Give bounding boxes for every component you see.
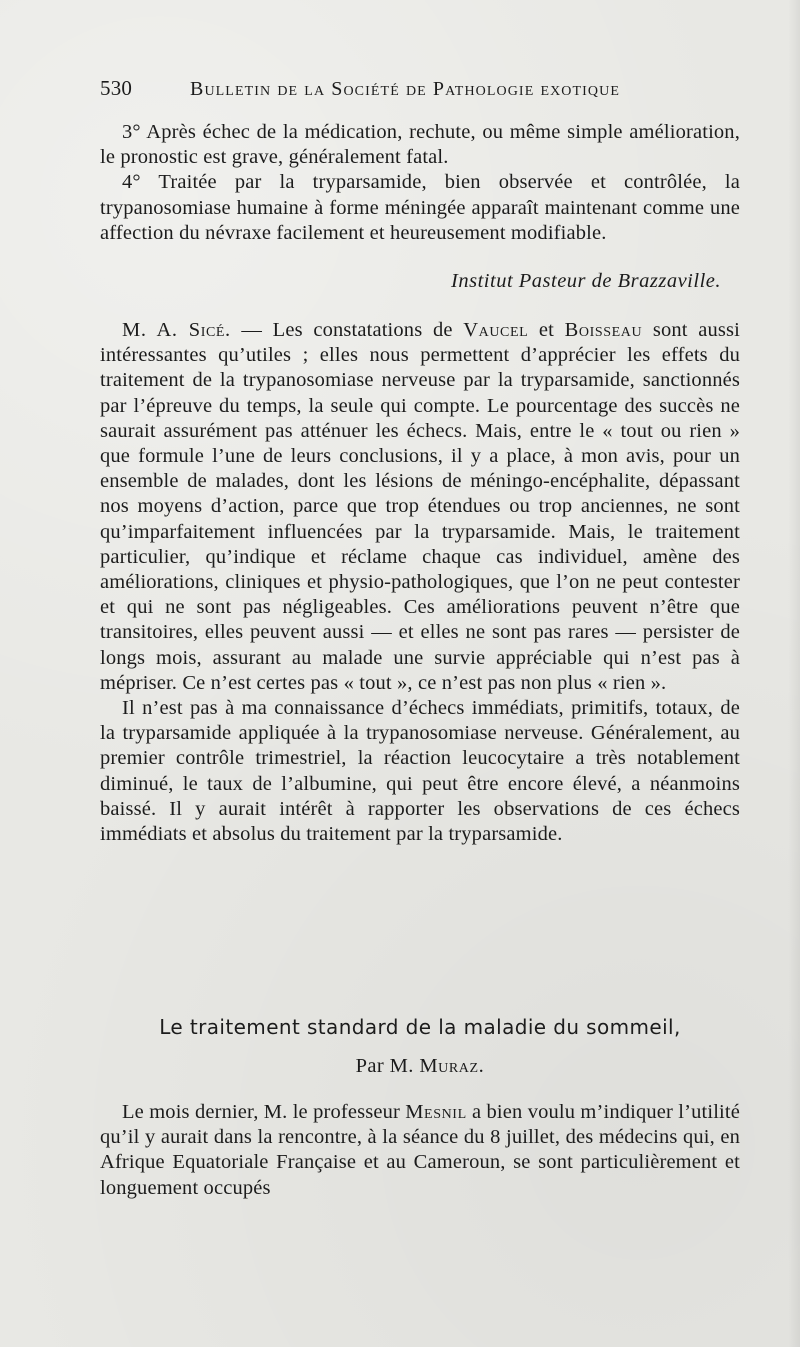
article-paragraph-1-rest: a bien voulu m’indiquer l’utilité qu’il y aurait dans la rencontre, à la séance du 8 juillet, des médecins qui, en Afrique Equatoriale Française et au Cameroun, se sont particulièrement et longuement occupés	[100, 1101, 740, 1199]
article-title: Le traitement standard de la maladie du sommeil,	[159, 1015, 681, 1039]
conclusion-paragraph-4: 4° Traitée par la tryparsamide, bien observée et contrôlée, la trypanosomiase humaine à forme méningée apparaît maintenant comme une affection du névraxe facilement et heureusement modifiable.	[100, 171, 740, 244]
journal-title: Bulletin de la Société de Pathologie exotique	[190, 78, 621, 100]
article-author	[100, 1055, 740, 1078]
speaker-name: M. A. Sicé.	[122, 319, 231, 341]
article-paragraph-1	[100, 1100, 740, 1201]
author-muraz: Muraz.	[419, 1055, 485, 1077]
institution-signature: Institut Pasteur de Brazzaville.	[451, 270, 721, 292]
conclusions-block	[100, 120, 740, 246]
conclusion-paragraph-3: 3° Après échec de la médication, rechute, ou même simple amélioration, le pronostic est grave, généralement fatal.	[100, 121, 740, 169]
discussion-block	[100, 318, 740, 847]
author-vaucel: Vaucel	[463, 319, 529, 341]
author-boisseau: Boisseau	[564, 319, 643, 341]
page-edge-shadow	[788, 0, 800, 1347]
running-header	[100, 76, 740, 101]
article-body	[100, 1100, 740, 1201]
discussion-paragraph-1	[100, 318, 740, 696]
discussion-intro-1: — Les constatations de	[230, 319, 464, 341]
author-mesnil: Mesnil	[405, 1101, 467, 1123]
page-number: 530	[100, 76, 133, 100]
discussion-intro-2: et	[528, 319, 565, 341]
discussion-paragraph-1-text: sont aussi intéressantes qu’utiles ; elles nous permettent d’apprécier les effets du traitement de la trypanosomiase nerveuse par la tryparsamide, sanctionnés par l’épreuve du temps, la seule qui compte. Le pourcentage des succès ne saurait assurément pas atténuer les échecs. Mais, entre le « tout ou rien » que formule l’une de leurs conclusions, il y a place, à mon avis, pour un ensemble de malades, dont les lésions de méningo-encéphalite, dépassant nos moyens d’action, parce que trop étendues ou trop anciennes, ne sont qu’imparfaitement influencées par la tryparsamide. Mais, le traitement particulier, qu’indique et réclame chaque cas individuel, amène des améliorations, cliniques et physio-pathologiques, que l’on ne peut contester et qui ne sont pas négligeables. Ces améliorations peuvent n’être que transitoires, elles peuvent aussi — et elles ne sont pas rares — persister de longs mois, assurant au malade une survie appréciable qui n’est pas à mépriser. Ce n’est certes pas « tout », ce n’est pas non plus « rien ».	[100, 319, 740, 694]
article-paragraph-1-start: Le mois dernier, M. le professeur	[122, 1101, 406, 1123]
author-prefix: Par M.	[355, 1055, 420, 1077]
discussion-paragraph-2: Il n’est pas à ma connaissance d’échecs immédiats, primitifs, totaux, de la tryparsamide appliquée à la trypanosomiase nerveuse. Généralement, au premier contrôle trimestriel, la réaction leucocytaire a très notablement diminué, le taux de l’albumine, qui peut être encore élevé, a néanmoins baissé. Il y aurait intérêt à rapporter les observations de ces échecs immédiats et absolus du traitement par la tryparsamide.	[100, 697, 740, 846]
